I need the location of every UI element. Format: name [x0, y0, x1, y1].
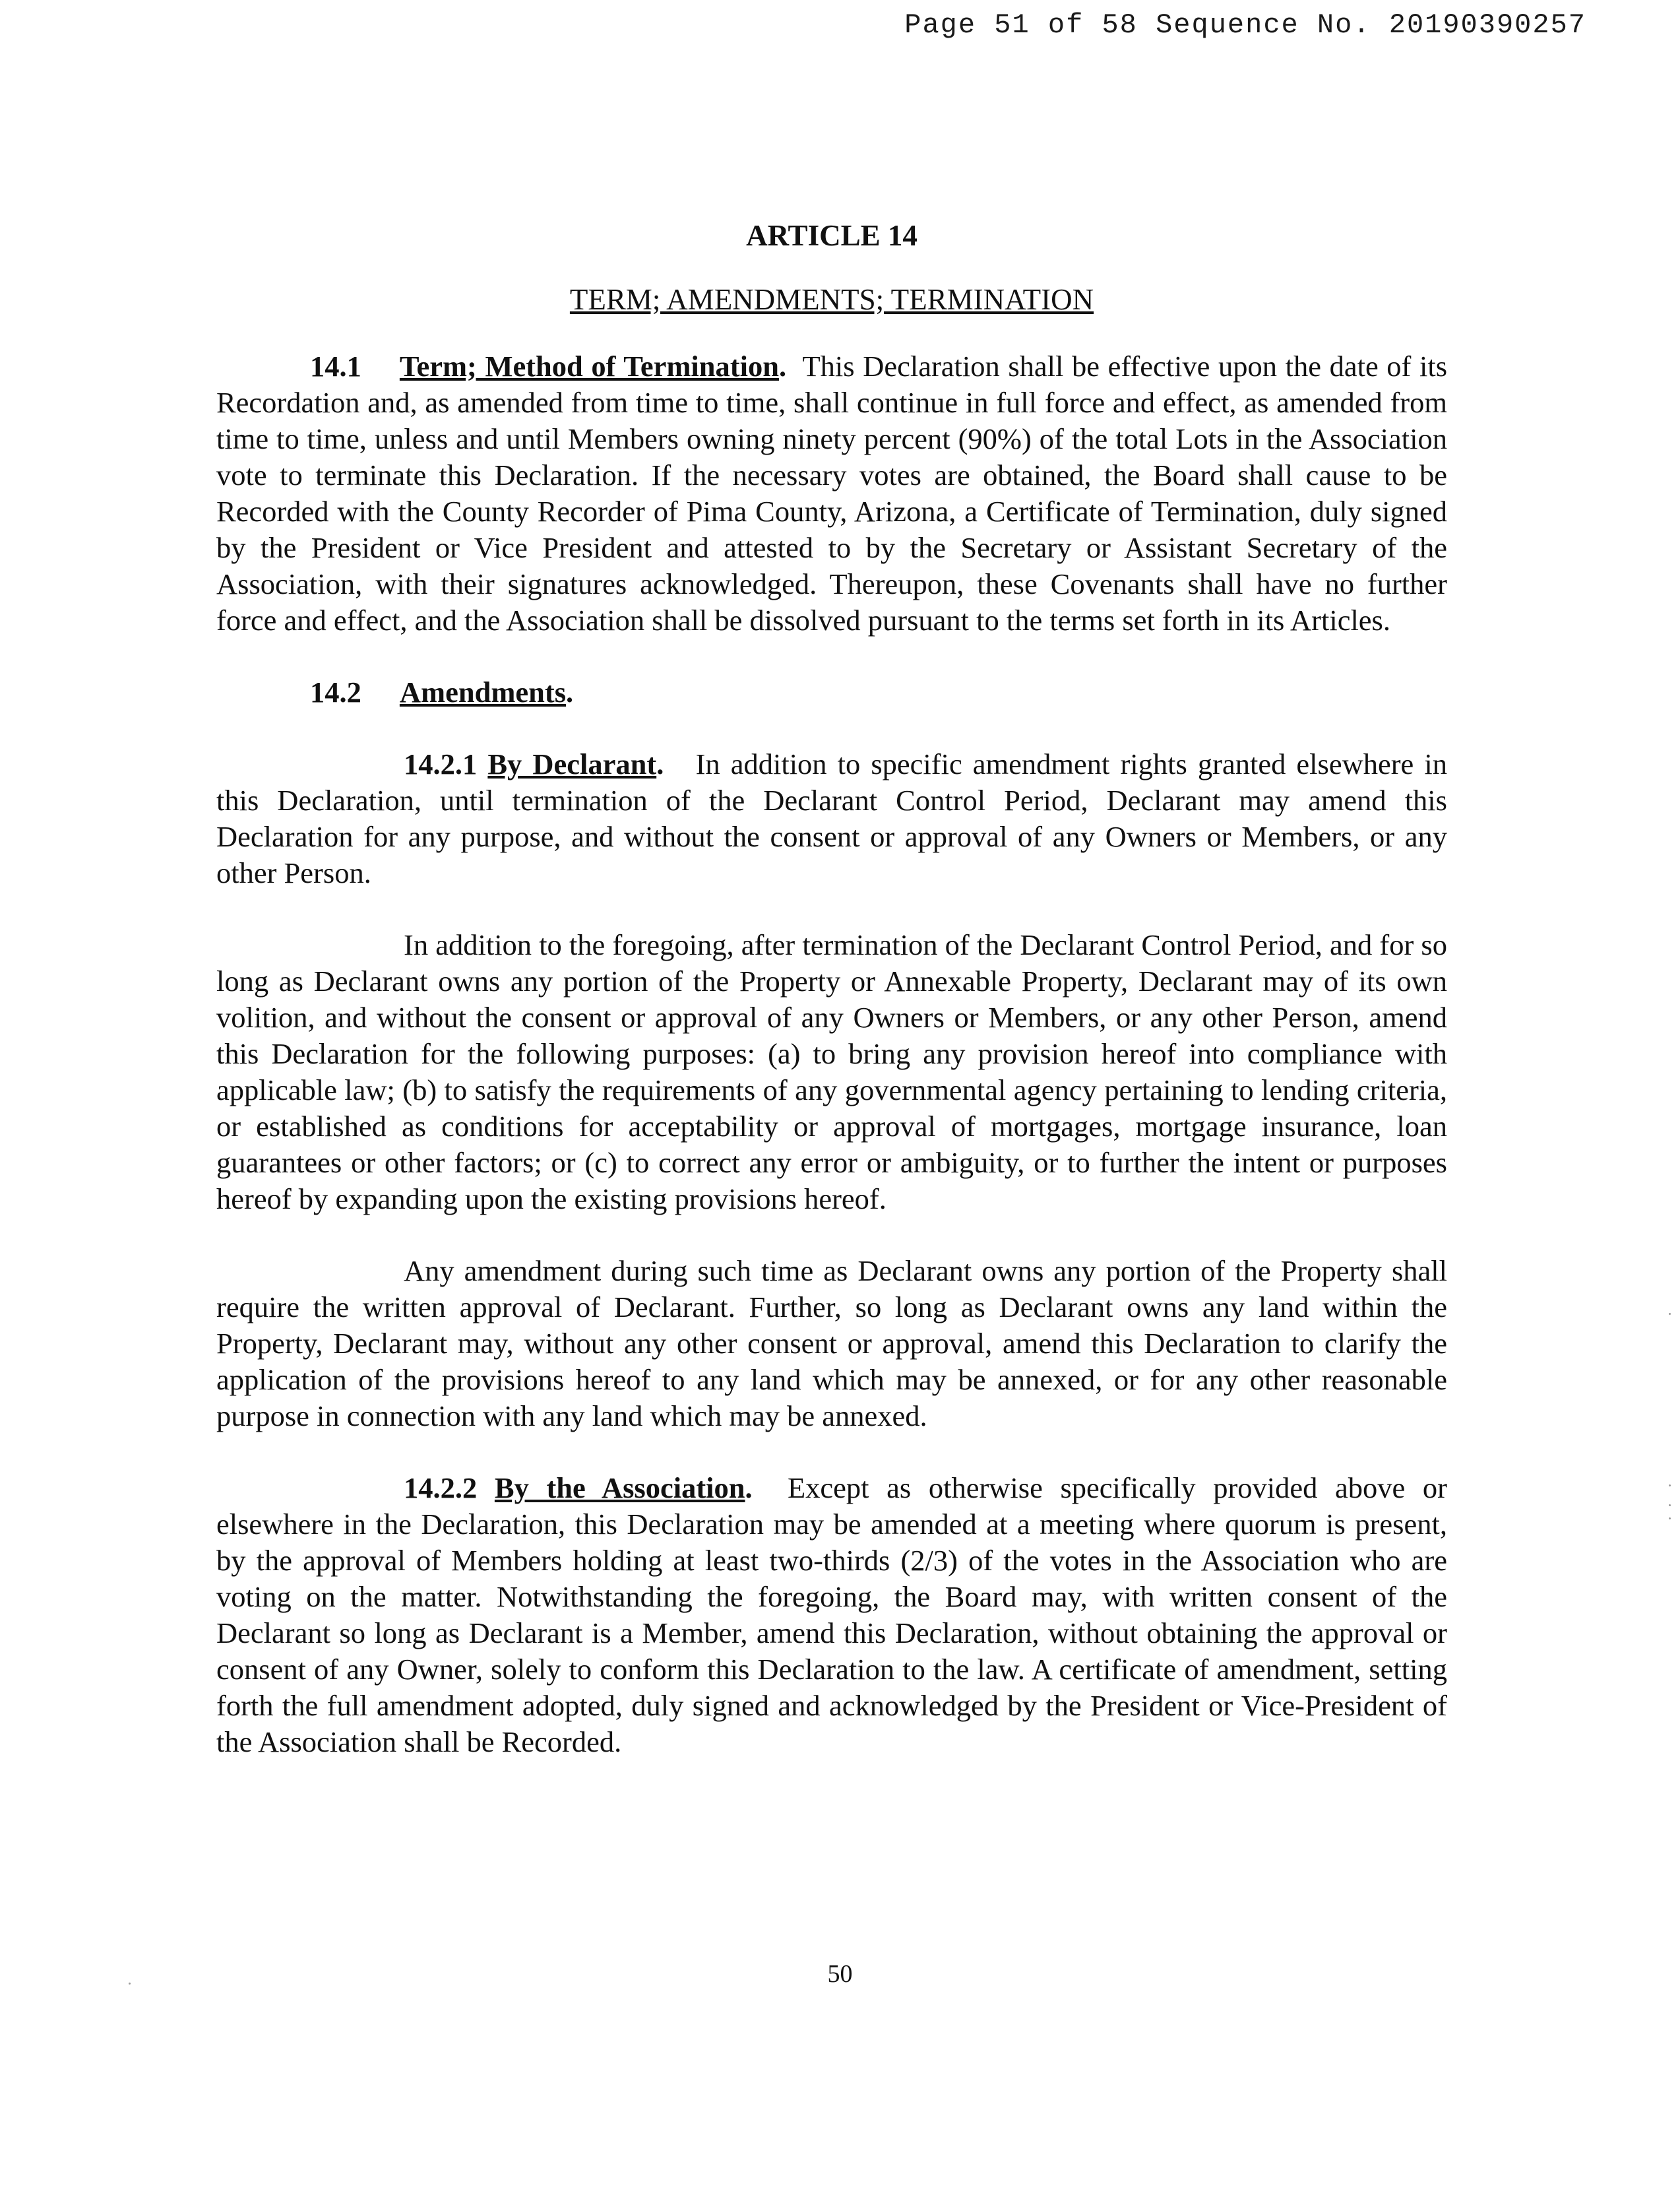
- scan-speck: [1669, 1517, 1671, 1519]
- section-14-1: 14.1 Term; Method of Termination. This Declaration shall be effective upon the date of its Recordation and, as amended from time to time, shall continue in full force and effect, as amended from time to time, unless and until Members owning ninety percent (90%) of the total Lots in the Association vote to terminate this Declaration. If the necessary votes are obtained, the Board shall cause to be Recorded with the County Recorder of Pima County, Arizona, a Certificate of Termination, duly signed by the President or Vice President and attested to by the Secretary or Assistant Secretary of the Association, with their signatures acknowledged. Thereupon, these Covenants shall have no further force and effect, and the Association shall be dissolved pursuant to the terms set forth in its Articles.: [216, 350, 1448, 637]
- section-number: 14.2: [310, 676, 361, 709]
- section-14-2: 14.2 Amendments.: [310, 676, 574, 709]
- section-heading: Amendments: [399, 676, 567, 709]
- scan-speck: [1669, 1484, 1671, 1486]
- section-heading: By the Association: [494, 1471, 745, 1504]
- section-body: Except as otherwise specifically provided above or elsewhere in the Declaration, this Declaration may be amended at a meeting where quorum is present, by the approval of Members holding at least two-thirds (2/3) of the votes in the Association who are voting on the matter. Notwithstanding the foregoing, the Board may, with written consent of the Declarant so long as Declarant is a Member, amend this Declaration, without obtaining the approval or consent of any Owner, solely to conform this Declaration to the law. A certificate of amendment, setting forth the full amendment adopted, duly signed and acknowledged by the President or Vice-President of the Association shall be Recorded.: [216, 1471, 1447, 1758]
- scan-speck: [1669, 1504, 1671, 1506]
- section-body: In addition to specific amendment rights granted elsewhere in this Declaration, until termination of the Declarant Control Period, Declarant may amend this Declaration for any purpose, and without the consent or approval of any Owners or Members, or any other Person.: [216, 748, 1448, 889]
- article-title: ARTICLE 14: [746, 219, 918, 252]
- scan-speck: [1669, 1313, 1671, 1315]
- document-body: [216, 218, 1447, 1796]
- section-number: 14.2.2: [404, 1471, 478, 1504]
- article-subtitle: TERM; AMENDMENTS; TERMINATION: [569, 283, 1094, 316]
- section-14-2-1-paragraph-2: In addition to the foregoing, after termination of the Declarant Control Period, and for so long as Declarant owns any portion of the Property or Annexable Property, Declarant may of its own volition, and without the consent or approval of any Owners or Members, or any other Person, amend this Declaration for the following purposes: (a) to bring any provision hereof into compliance with applicable law; (b) to satisfy the requirements of any governmental agency pertaining to lending criteria, or established as conditions for acceptability or approval of mortgages, mortgage insurance, loan guarantees or other factors; or (c) to correct any error or ambiguity, or to further the intent or purposes hereof by expanding upon the existing provisions hereof.: [216, 928, 1447, 1215]
- section-heading: Term; Method of Termination: [399, 350, 779, 383]
- recording-stamp: Page 51 of 58 Sequence No. 20190390257: [904, 9, 1586, 41]
- scan-speck: [129, 1983, 131, 1985]
- section-14-2-1: 14.2.1 By Declarant. In addition to specific amendment rights granted elsewhere in this Declaration, until termination of the Declarant Control Period, Declarant may amend this Declaration for any purpose, and without the consent or approval of any Owners or Members, or any other Person.: [216, 748, 1448, 889]
- section-number: 14.1: [310, 350, 361, 383]
- page-number: 50: [827, 1960, 853, 1988]
- section-14-2-1-paragraph-3: Any amendment during such time as Declarant owns any portion of the Property shall require the written approval of Declarant. Further, so long as Declarant owns any land within the Property, Declarant may, without any other consent or approval, amend this Declaration to clarify the application of the provisions hereof to any land which may be annexed, or for any other reasonable purpose in connection with any land which may be annexed.: [216, 1254, 1447, 1432]
- section-14-2-2: 14.2.2 By the Association. Except as otherwise specifically provided above or elsewhere in the Declaration, this Declaration may be amended at a meeting where quorum is present, by the approval of Members holding at least two-thirds (2/3) of the votes in the Association who are voting on the matter. Notwithstanding the foregoing, the Board may, with written consent of the Declarant so long as Declarant is a Member, amend this Declaration, without obtaining the approval or consent of any Owner, solely to conform this Declaration to the law. A certificate of amendment, setting forth the full amendment adopted, duly signed and acknowledged by the President or Vice-President of the Association shall be Recorded.: [216, 1471, 1447, 1758]
- section-body: This Declaration shall be effective upon the date of its Recordation and, as amended from time to time, shall continue in full force and effect, as amended from time to time, unless and until Members owning ninety percent (90%) of the total Lots in the Association vote to terminate this Declaration. If the necessary votes are obtained, the Board shall cause to be Recorded with the County Recorder of Pima County, Arizona, a Certificate of Termination, duly signed by the President or Vice President and attested to by the Secretary or Assistant Secretary of the Association, with their signatures acknowledged. Thereupon, these Covenants shall have no further force and effect, and the Association shall be dissolved pursuant to the terms set forth in its Articles.: [216, 350, 1448, 637]
- section-number: 14.2.1: [404, 748, 478, 780]
- section-heading: By Declarant: [487, 748, 657, 780]
